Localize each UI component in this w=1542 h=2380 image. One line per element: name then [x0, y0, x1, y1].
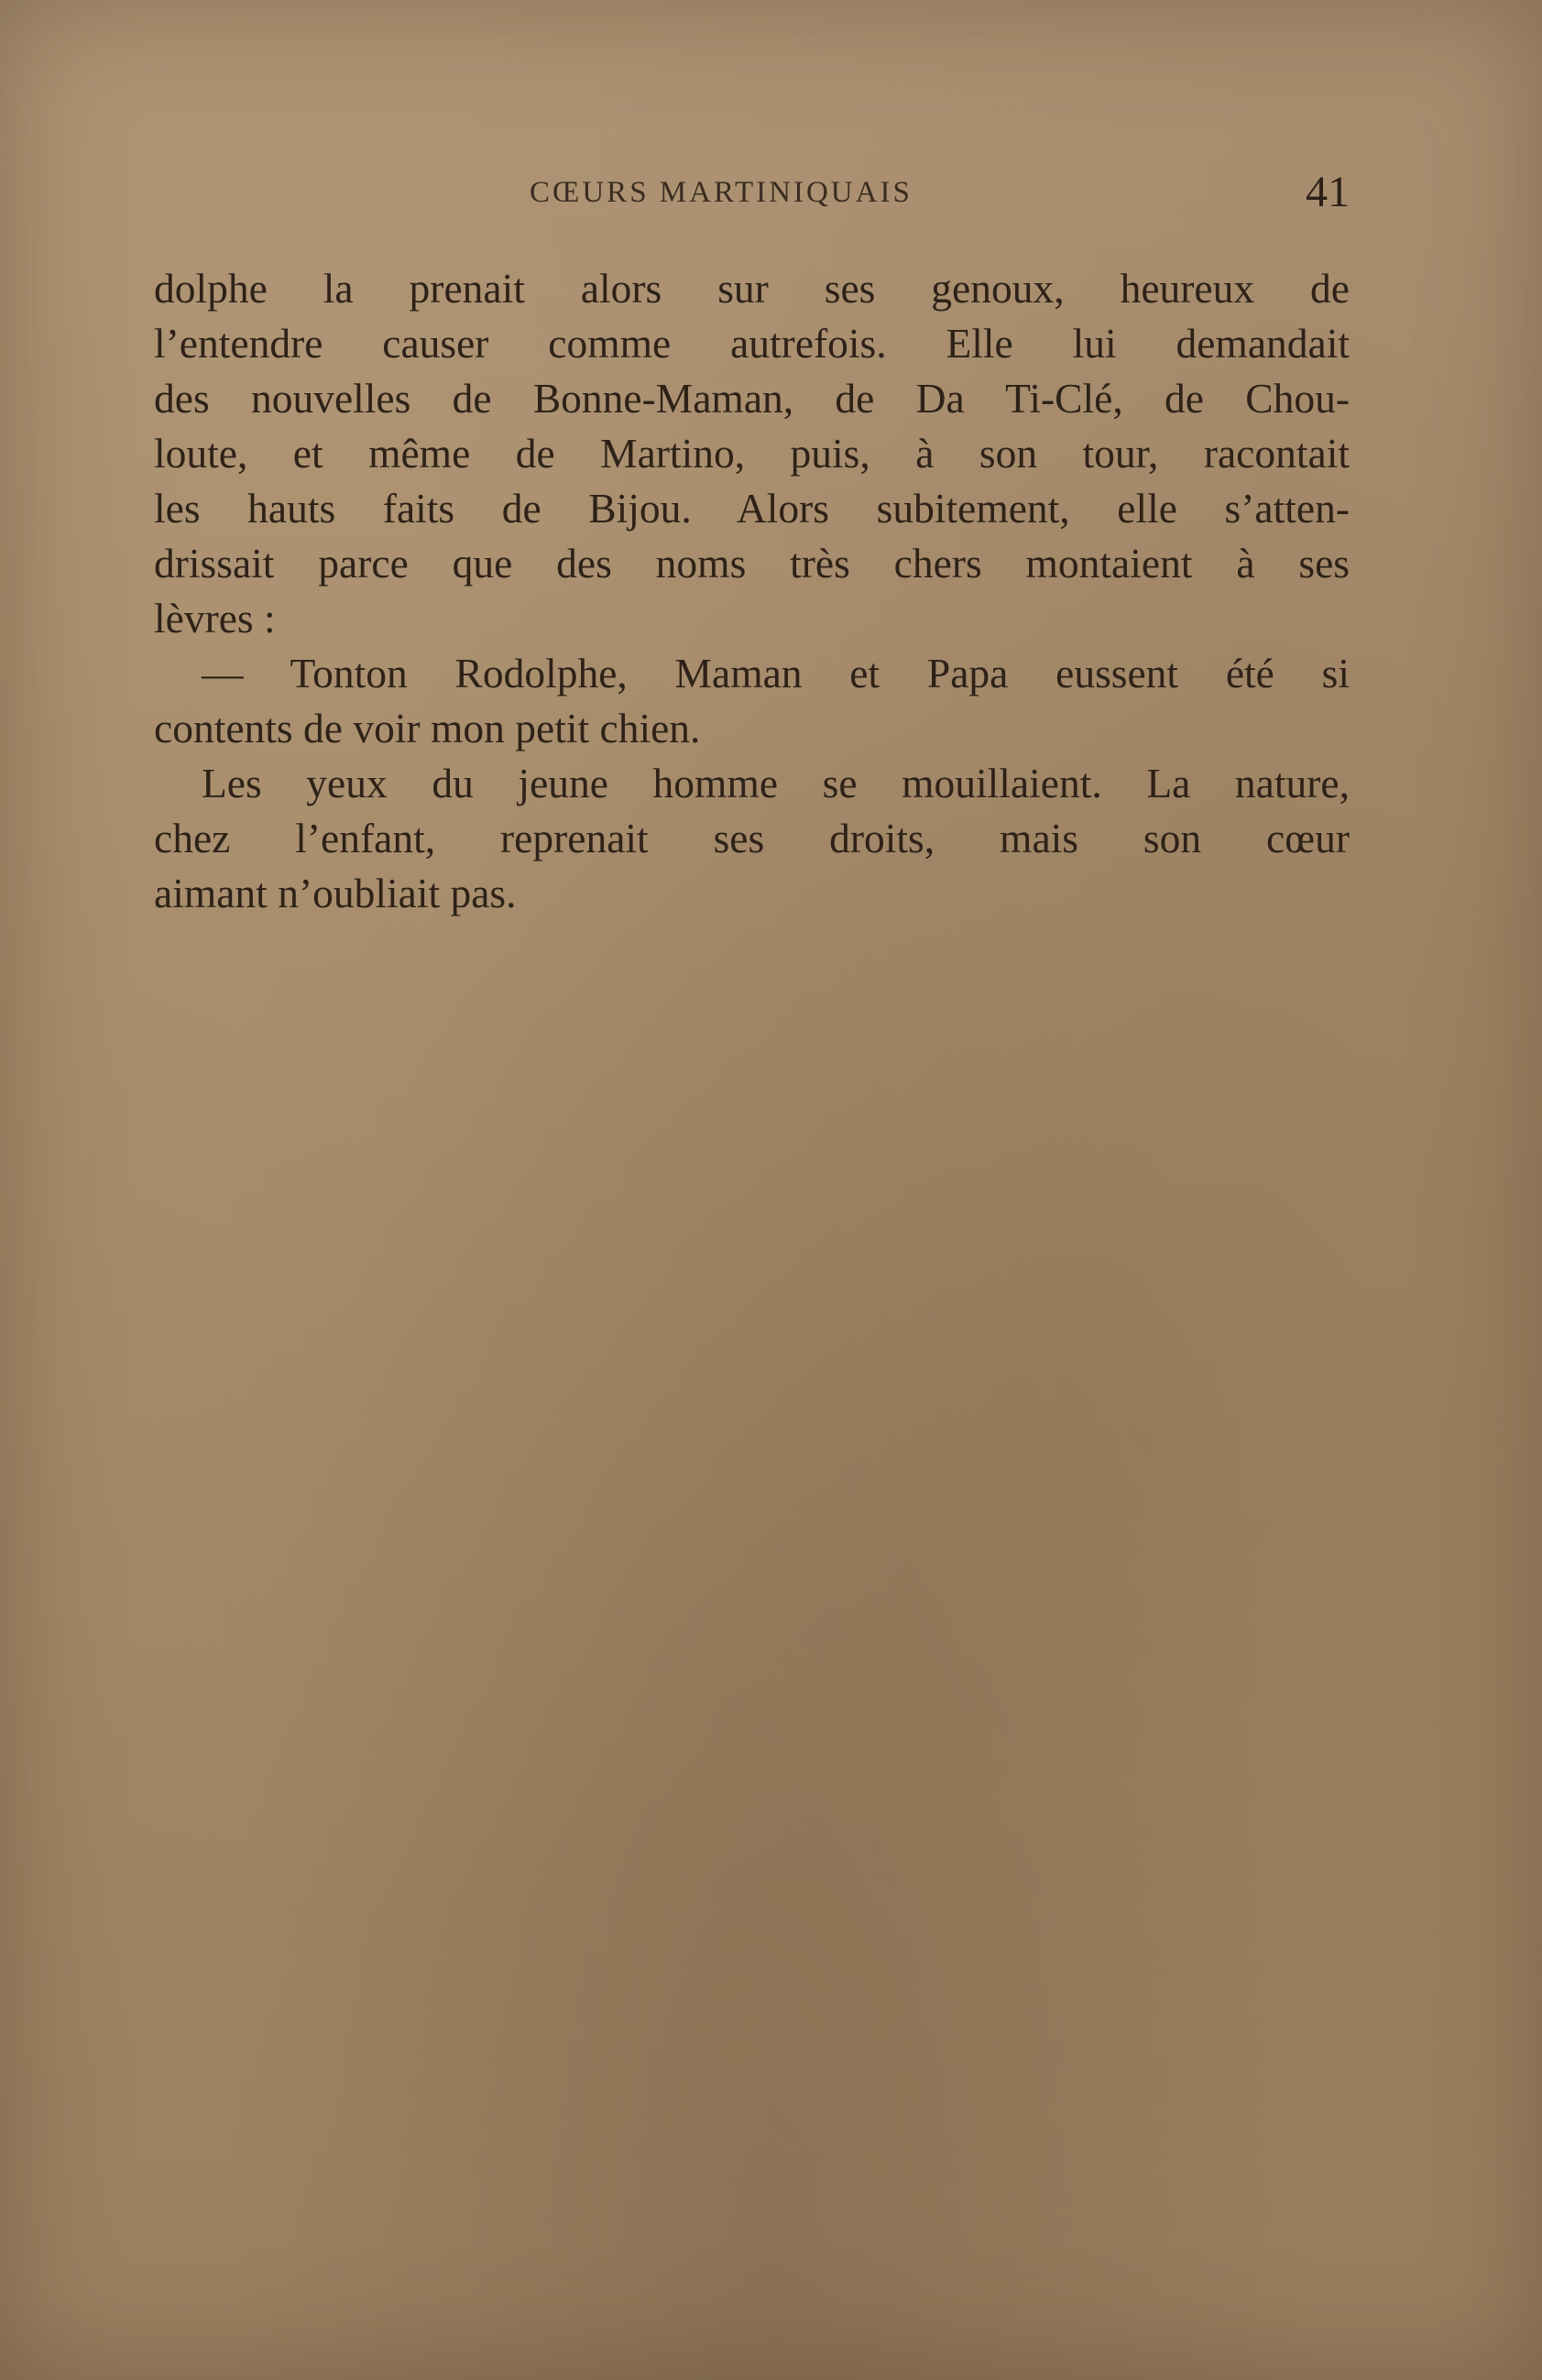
running-head	[154, 168, 1350, 218]
page-number: 41	[1306, 168, 1350, 216]
text-line: — Tonton Rodolphe, Maman et Papa eussent été si	[202, 650, 1350, 696]
text-line: les hauts faits de Bijou. Alors subitement, elle s’atten-	[154, 485, 1350, 532]
text-line: des nouvelles de Bonne-Maman, de Da Ti-Clé, de Chou-	[154, 375, 1350, 422]
text-line: dolphe la prenait alors sur ses genoux, heureux de	[154, 265, 1350, 312]
paragraph-1	[154, 261, 1350, 646]
text-line: aimant n’oubliait pas.	[154, 870, 517, 916]
paragraph-3	[154, 756, 1350, 921]
body-text	[154, 261, 1350, 921]
text-line: chez l’enfant, reprenait ses droits, mais son cœur	[154, 815, 1350, 861]
text-line: loute, et même de Martino, puis, à son tour, racontait	[154, 430, 1350, 477]
text-line: l’entendre causer comme autrefois. Elle lui demandait	[154, 320, 1350, 367]
running-title: CŒURS MARTINIQUAIS	[530, 176, 913, 209]
text-line: drissait parce que des noms très chers montaient à ses	[154, 540, 1350, 587]
text-line: lèvres :	[154, 595, 276, 642]
paragraph-2	[154, 646, 1350, 756]
text-line: Les yeux du jeune homme se mouillaient. La nature,	[202, 760, 1350, 806]
text-line: contents de voir mon petit chien.	[154, 705, 701, 751]
